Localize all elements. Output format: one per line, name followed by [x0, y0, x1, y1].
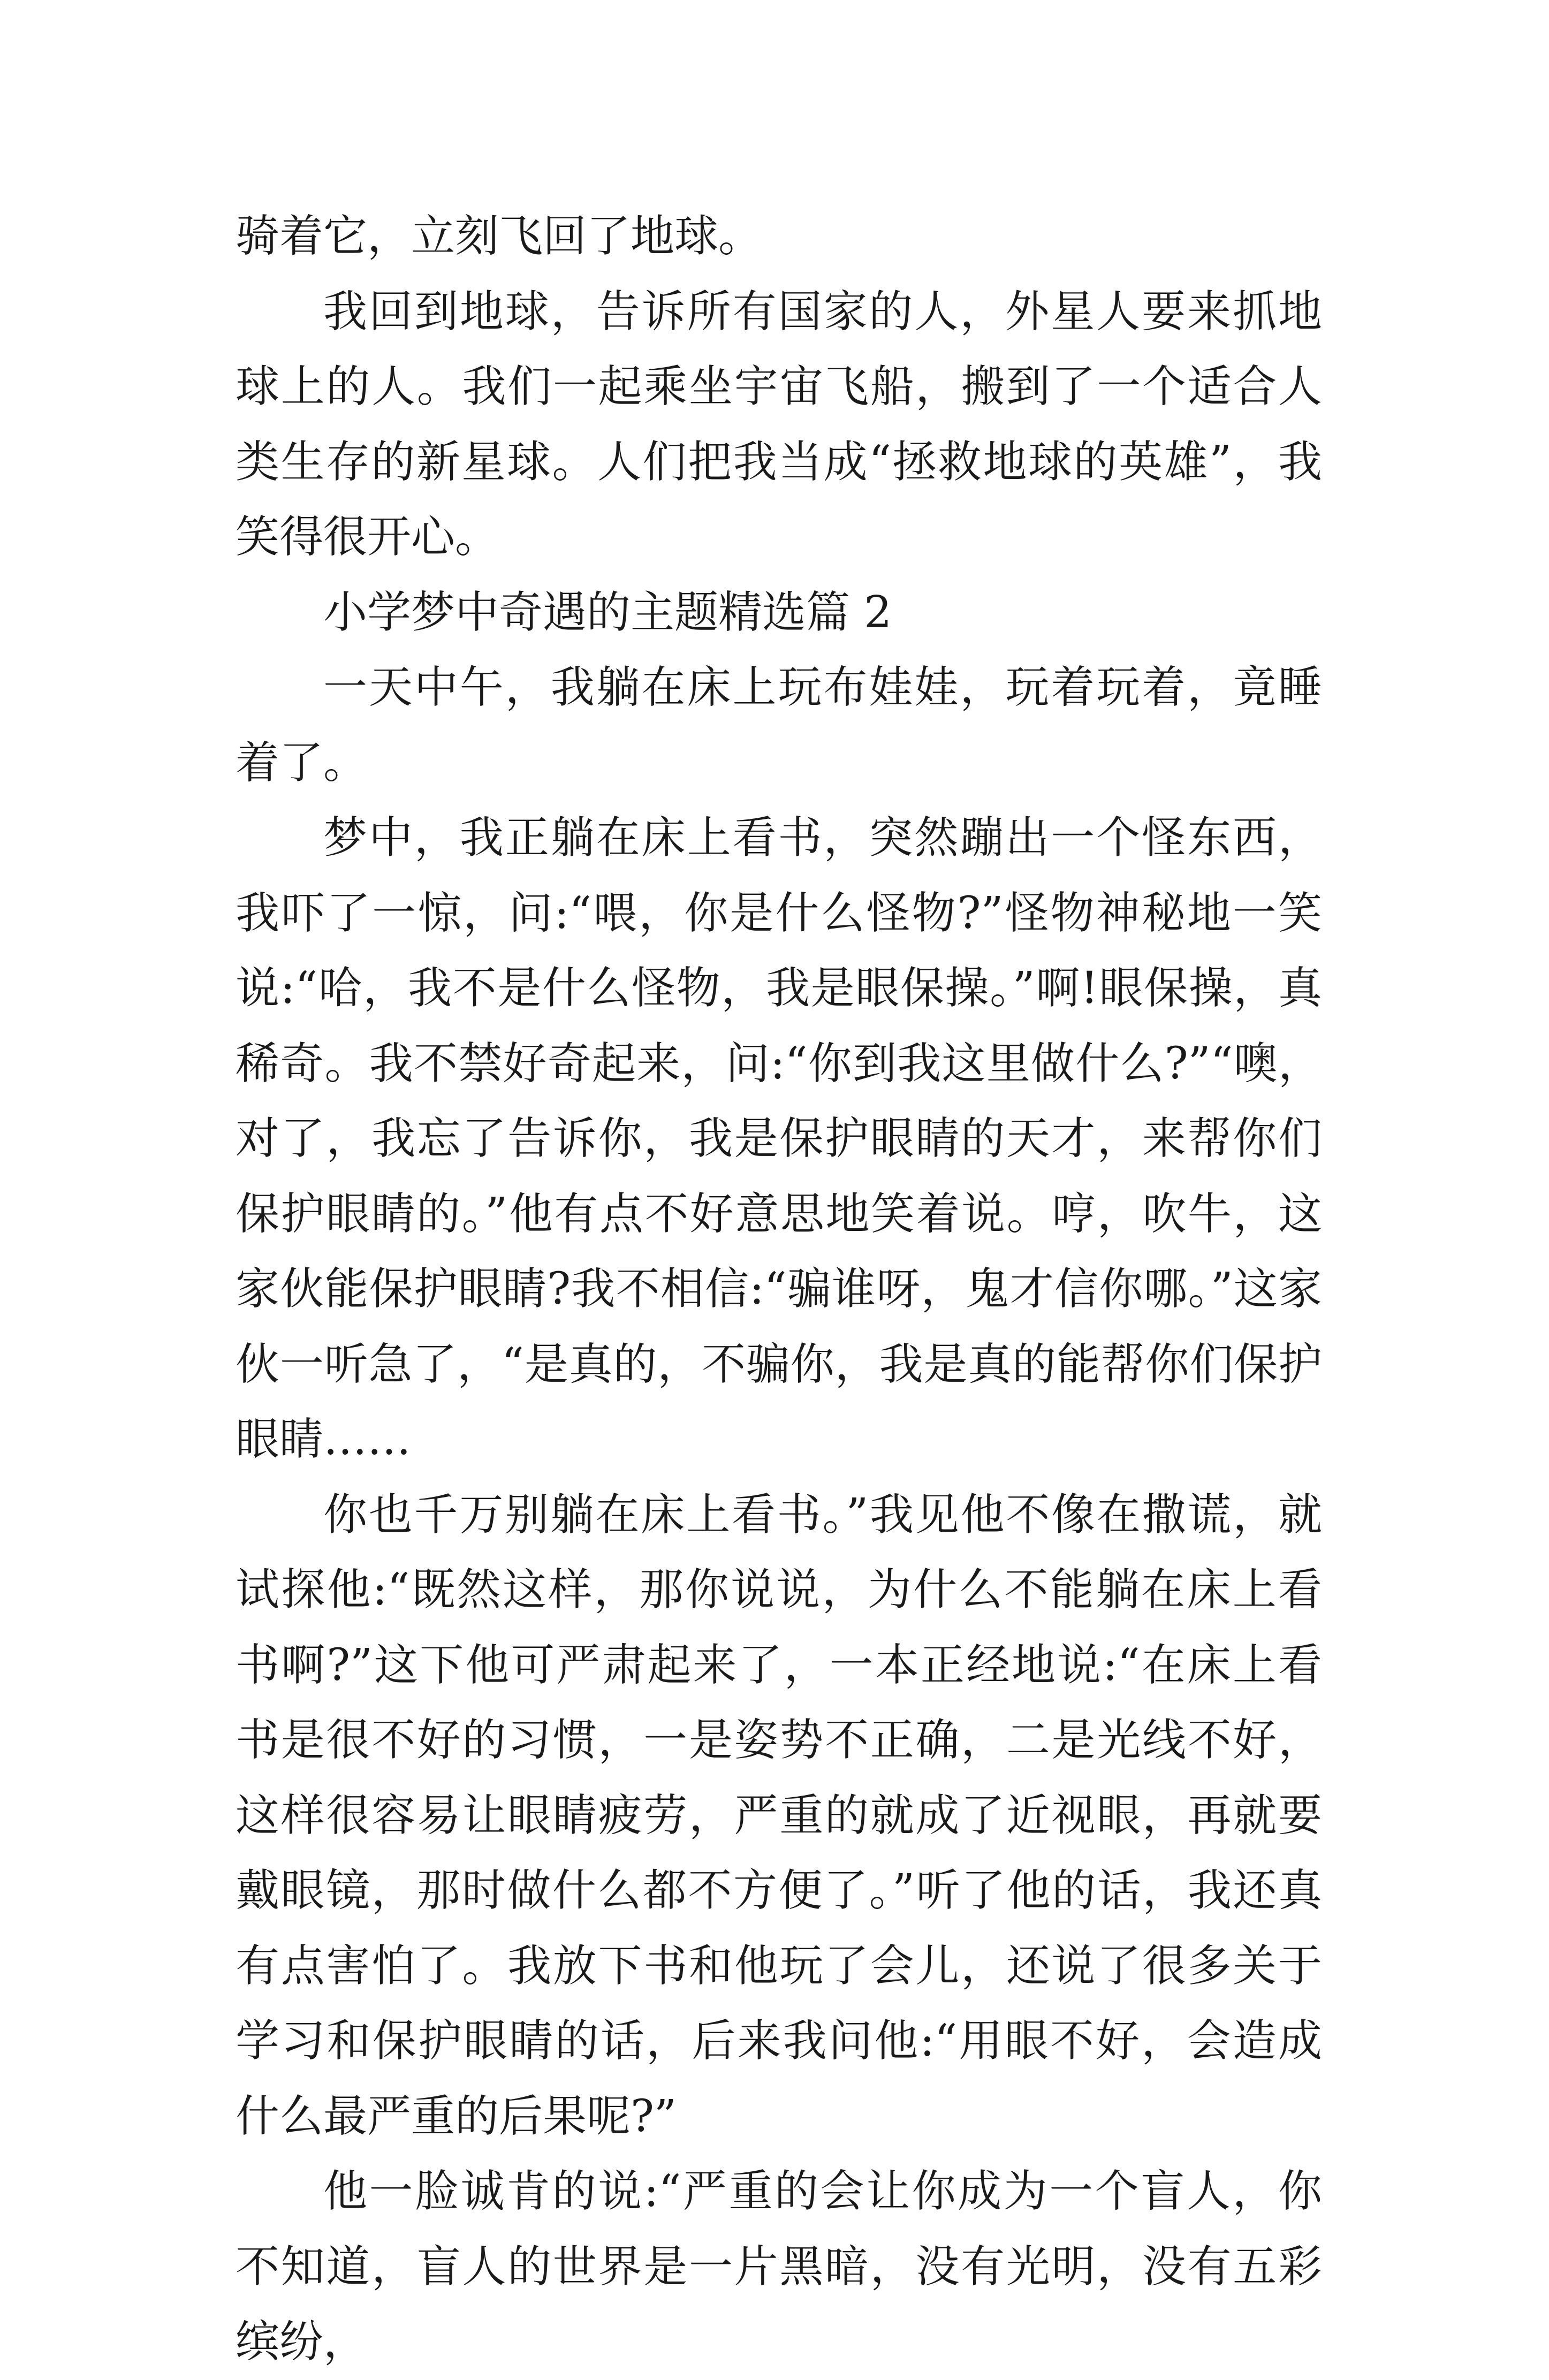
paragraph-3: 一天中午，我躺在床上玩布娃娃，玩着玩着，竟睡着了。 [236, 662, 1322, 788]
paragraph-5: 你也千万别躺在床上看书。”我见他不像在撒谎，就试探他:“既然这样，那你说说，为什么不能躺在床上看书啊?”这下他可严肃起来了，一本正经地说:“在床上看书是很不好的习惯，一是姿势不正确，二是光线不好，这样很容易让眼睛疲劳，严重的就成了近视眼，再就要戴眼镜，那时做什么都不方便了。”听了他的话，我还真有点害怕了。我放下书和他玩了会儿，还说了很多关于学习和保护眼睛的话，后来我问他:“用眼不好，会造成什么最严重的后果呢?” [236, 1489, 1322, 2142]
paragraph-6: 他一脸诚肯的说:“严重的会让你成为一个盲人，你不知道，盲人的世界是一片黑暗，没有光明，没有五彩缤纷， [236, 2166, 1322, 2367]
paragraph-4: 梦中，我正躺在床上看书，突然蹦出一个怪东西，我吓了一惊，问:“喂，你是什么怪物?”怪物神秘地一笑说:“哈，我不是什么怪物，我是眼保操。”啊!眼保操，真稀奇。我不禁好奇起来，问:“你到我这里做什么?”“噢，对了，我忘了告诉你，我是保护眼睛的天才，来帮你们保护眼睛的。”他有点不好意思地笑着说。哼，吹牛，这家伙能保护眼睛?我不相信:“骗谁呀，鬼才信你哪。”这家伙一听急了，“是真的，不骗你，我是真的能帮你们保护眼睛…… [236, 812, 1322, 1465]
section-heading: 小学梦中奇遇的主题精选篇 2 [323, 587, 892, 638]
document-body [236, 199, 1322, 2380]
paragraph-1: 骑着它，立刻飞回了地球。 [236, 211, 763, 262]
paragraph-2: 我回到地球，告诉所有国家的人，外星人要来抓地球上的人。我们一起乘坐宇宙飞船，搬到了一个适合人类生存的新星球。人们把我当成“拯救地球的英雄”，我笑得很开心。 [236, 286, 1322, 562]
